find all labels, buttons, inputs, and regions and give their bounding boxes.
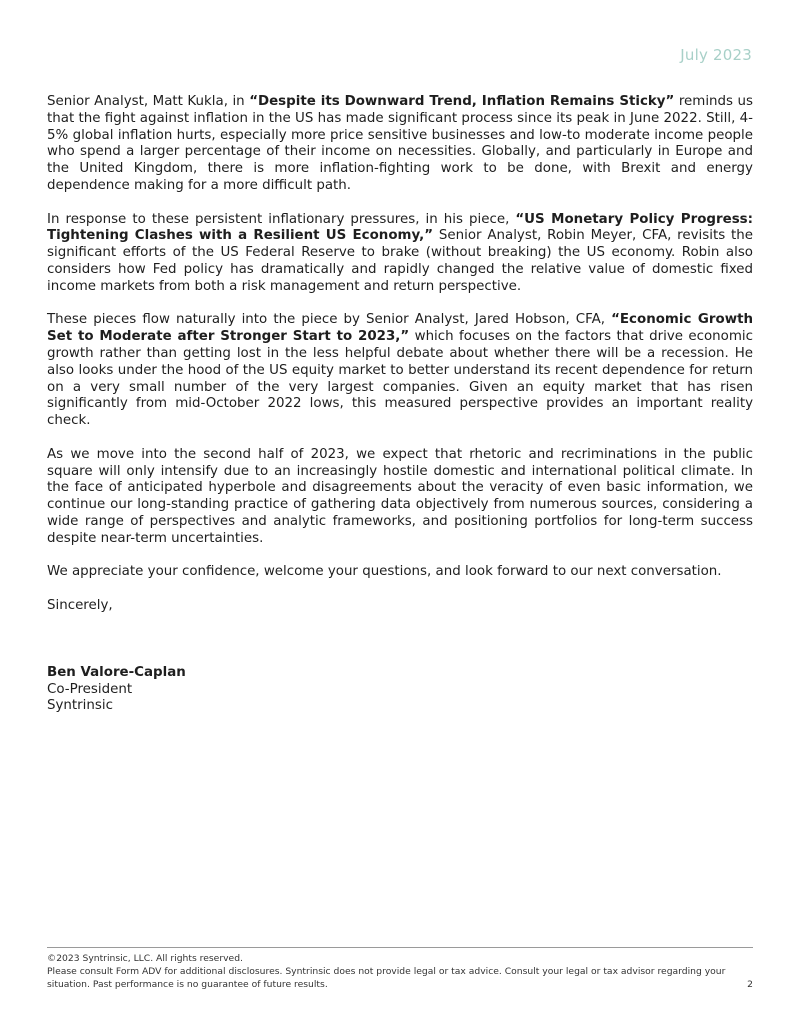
article-title-monetary-policy: “US Monetary Policy Progress: Tightening Clashes with a Resilient US Economy,”: [47, 211, 753, 244]
footer-disclosure-line2: situation. Past performance is no guarantee of future results.: [47, 979, 328, 990]
signatory-name: Ben Valore-Caplan: [47, 664, 186, 680]
page-date: July 2023: [680, 46, 752, 64]
paragraph-economic-growth: [47, 312, 753, 430]
closing-salutation: Sincerely,: [47, 597, 113, 613]
footer-disclosure-line1: Please consult Form ADV for additional disclosures. Syntrinsic does not provide legal or tax advice. Consult your legal or tax advisor regarding your: [47, 966, 726, 977]
footer-copyright: ©2023 Syntrinsic, LLC. All rights reserved.: [47, 953, 243, 964]
signatory-company: Syntrinsic: [47, 698, 113, 714]
paragraph-text: As we move into the second half of 2023, we expect that rhetoric and recriminations in the public square will only intensify due to an increasingly hostile domestic and international political climate. In the face of anticipated hyperbole and disagreements about the veracity of even basic information, we continue our long-standing practice of gathering data objectively from numerous sources, considering a wide range of perspectives and analytic frameworks, and positioning portfolios for long-term success despite near-term uncertainties.: [47, 446, 753, 546]
page-footer: [47, 947, 753, 991]
paragraph-monetary-policy: [47, 212, 753, 296]
paragraph-text: Senior Analyst, Matt Kukla, in: [47, 94, 250, 109]
footer-row: [47, 978, 753, 991]
letter-body: [47, 94, 753, 715]
page-number: 2: [747, 979, 753, 990]
signatory-title: Co-President: [47, 681, 133, 697]
paragraph-text: In response to these persistent inflationary pressures, in his piece,: [47, 211, 516, 227]
paragraph-text: which focuses on the factors that drive economic growth rather than getting lost in the less helpful debate about whether there will be a recession. He also looks under the hood of the US equity market to better understand its recent dependence for return on a very small number of the very largest companies. Given an equity market that has risen significantly from mid-October 2022 lows, this measured perspective provides an important reality check.: [47, 329, 753, 429]
paragraph-appreciation: [47, 564, 753, 581]
signature-block: [47, 665, 753, 715]
paragraph-inflation: [47, 94, 753, 195]
paragraph-outlook: [47, 447, 753, 548]
article-title-economic-growth: “Economic Growth Set to Moderate after Stronger Start to 2023,”: [47, 312, 753, 345]
article-title-inflation: “Despite its Downward Trend, Inflation Remains Sticky”: [249, 94, 675, 109]
paragraph-text: We appreciate your confidence, welcome your questions, and look forward to our next conversation.: [47, 564, 722, 580]
paragraph-text: reminds us that the fight against inflation in the US has made significant process since its peak in June 2022. Still, 4-5% global inflation hurts, especially more price sensitive businesses and low-to moderate income people who spend a larger percentage of their income on necessities. Globally, and particularly in Europe and the United Kingdom, there is more inflation-fighting work to be done, with Brexit and energy dependence making for a more difficult path.: [47, 94, 753, 193]
paragraph-text: These pieces flow naturally into the piece by Senior Analyst, Jared Hobson, CFA,: [47, 312, 612, 328]
paragraph-text: Senior Analyst, Robin Meyer, CFA, revisits the significant efforts of the US Federal Reserve to brake (without breaking) the US economy. Robin also considers how Fed policy has dramatically and rapidly changed the relative value of domestic fixed income markets from both a risk management and return perspective.: [47, 228, 753, 294]
